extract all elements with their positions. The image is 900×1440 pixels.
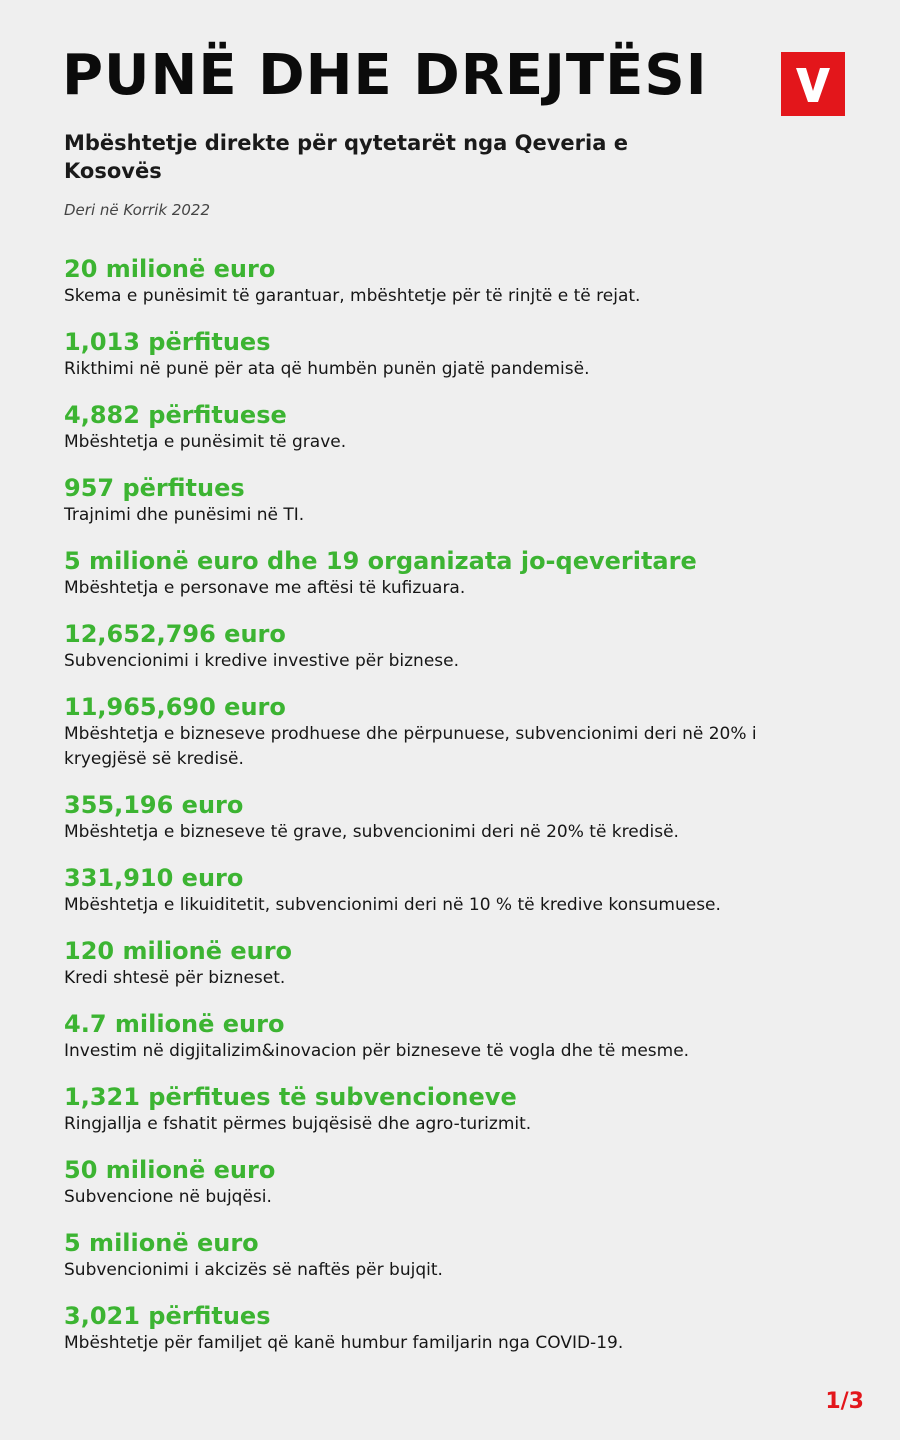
brand-logo (781, 52, 845, 116)
item-description: Ringjallja e fshatit përmes bujqësisë dhe agro-turizmit. (64, 1114, 532, 1134)
item-value: 5 milionë euro (64, 1229, 259, 1257)
item-value: 12,652,796 euro (64, 620, 286, 648)
item-description: Trajnimi dhe punësimi në TI. (64, 505, 305, 525)
item-description: Mbështetje për familjet që kanë humbur familjarin nga COVID-19. (64, 1333, 624, 1353)
item-description: Investim në digjitalizim&inovacion për bizneseve të vogla dhe të mesme. (64, 1041, 690, 1061)
item-value: 355,196 euro (64, 791, 244, 819)
item-value: 11,965,690 euro (64, 693, 286, 721)
item-description: Skema e punësimit të garantuar, mbështetje për të rinjtë e të rejat. (64, 286, 641, 306)
list-item (64, 790, 864, 845)
item-value: 3,021 përfitues (64, 1302, 271, 1330)
list-item (64, 473, 864, 528)
list-item (64, 254, 864, 309)
item-description: Subvencione në bujqësi. (64, 1187, 272, 1207)
list-item (64, 1301, 864, 1356)
item-value: 50 milionë euro (64, 1156, 276, 1184)
list-item (64, 1009, 864, 1064)
item-description: Mbështetja e likuiditetit, subvencionimi deri në 10 % të kredive konsumuese. (64, 895, 721, 915)
item-description: Rikthimi në punë për ata që humbën punën gjatë pandemisë. (64, 359, 590, 379)
item-value: 20 milionë euro (64, 255, 276, 283)
item-description: Mbështetja e personave me aftësi të kufizuara. (64, 578, 466, 598)
item-description: Mbështetja e punësimit të grave. (64, 432, 347, 452)
list-item (64, 619, 864, 674)
item-description: Kredi shtesë për bizneset. (64, 968, 286, 988)
item-value: 5 milionë euro dhe 19 organizata jo-qeveritare (64, 547, 697, 575)
item-value: 4,882 përfituese (64, 401, 287, 429)
item-description: Subvencionimi i kredive investive për biznese. (64, 651, 460, 671)
list-item (64, 692, 864, 772)
list-item (64, 546, 864, 601)
support-list (64, 254, 864, 1356)
item-description: Subvencionimi i akcizës së naftës për bujqit. (64, 1260, 443, 1280)
subtitle: Mbështetje direkte për qytetarët nga Qeveria e Kosovës (64, 131, 628, 183)
list-item (64, 327, 864, 382)
list-item (64, 1082, 864, 1137)
date-note: Deri në Korrik 2022 (64, 201, 210, 219)
item-value: 957 përfitues (64, 474, 245, 502)
item-value: 1,321 përfitues të subvencioneve (64, 1083, 517, 1111)
item-value: 4.7 milionë euro (64, 1010, 285, 1038)
page-indicator: 1/3 (825, 1389, 864, 1414)
item-value: 331,910 euro (64, 864, 244, 892)
page-title: PUNË DHE DREJTËSI (62, 43, 708, 108)
item-description: Mbështetja e bizneseve të grave, subvencionimi deri në 20% të kredisë. (64, 822, 679, 842)
item-value: 120 milionë euro (64, 937, 293, 965)
list-item (64, 400, 864, 455)
item-value: 1,013 përfitues (64, 328, 271, 356)
list-item (64, 863, 864, 918)
list-item (64, 1228, 864, 1283)
list-item (64, 936, 864, 991)
v-logo-icon (781, 52, 845, 116)
list-item (64, 1155, 864, 1210)
item-description: Mbështetja e bizneseve prodhuese dhe përpunuese, subvencionimi deri në 20% i kryegjësë së kredisë. (64, 724, 757, 769)
